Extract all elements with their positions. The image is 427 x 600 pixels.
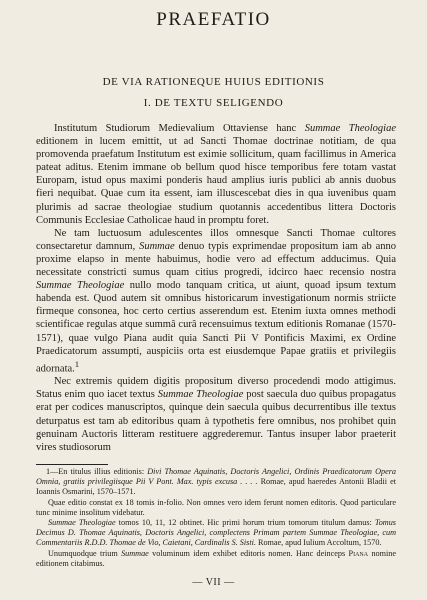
page-number: — VII — [192, 577, 235, 588]
text-run: Romae, apud haeredes Antonii Bladii et Ioannis Osmarini, 1570–1571. [36, 477, 397, 497]
italic-title: Summae Theologiae [157, 389, 244, 401]
italic-title: Summae [139, 240, 175, 252]
text-run: post saecula duo quibus propagatus erat per codices manuscriptos, quinque dein saecula quibus decurrentibus ille textus deturpatus est tam ab editoribus quam à typothetis fere omnibus, nos prohibet quin genuinam Auctoris litteram restituere aggrederemur. Tantus insuper labor praeterit vires studiosorum [36, 389, 396, 453]
section-heading: DE VIA RATIONEQUE HUIUS EDITIONIS [102, 76, 325, 88]
paragraph-3 [36, 375, 396, 454]
text-run: Nec extremis quidem digitis propositum diverso procedendi modo attigimus. Status enim quo iacet textus [36, 376, 396, 401]
text-run: voluminum idem exhibet editoris nomen. Hanc deinceps [148, 548, 349, 558]
text-run: tomos 10, 11, 12 obtinet. Hic primi horum trium tomorum titulum damus: [115, 518, 375, 528]
italic-title: Summae [121, 548, 149, 558]
italic-title: Divi Thomae Aquinatis, Doctoris Angelici, Ordinis Praedicatorum Opera Omnia, gratiis privilegiisque Pii V Pont. Max. typis excusa . . . . [36, 467, 396, 487]
text-run: Unumquodque trium [48, 548, 122, 558]
italic-title: Summae Theologiae [304, 123, 397, 134]
text-run: Romae, apud Iulium Accoltum, 1570. [255, 538, 382, 548]
italic-title: Summae Theologiae [36, 280, 125, 292]
page-title: PRAEFATIO [156, 9, 271, 30]
subsection-heading: I. DE TEXTU SELIGENDO [143, 97, 284, 109]
text-run: 1—En titulus illius editionis: [46, 467, 148, 476]
text-run: Institutum Studiorum Medievalium Ottaviense hanc [54, 123, 305, 134]
text-run: nullo modo tanquam critica, ut aiunt, quoad ipsum textum habenda est. Quod autem sit omnibus historicarum investigationum normis striicte firmeque consonea, hoc certo certius asserendum est. Etenim iuxta omnes methodi scientificae regulas atque summâ curâ recensuimus textum editionis Romanae (1570-1571), quae vulgo Piana audit quia Sancti Pii V Pontificis Maximi, ex Ordine Praedicatorum assumpti, auspiciis orta est eiusdemque Papae gratiis et privilegiis adornata. [36, 280, 396, 375]
footnotes [36, 467, 396, 569]
italic-title: Tomus Decimus D. Thomae Aquinatis, Doctoris Angelici, complectens Primam partem Summae Theologiae, cum Commentariis R.D.D. Thomae de Vio, Caietani, Cardinalis S. Sisti. [36, 518, 396, 548]
footnote-marker[interactable]: 1 [74, 358, 80, 369]
text-run: denuo typis exprimendae propositum iam ab anno proxime elapso in mente habuimus, hodie vero ad effectum adducimus. Quia necessitate constricti sumus quam citius progredi, idcirco haec recensio nostra [36, 240, 396, 279]
footnote-1 [36, 467, 396, 498]
text-run: nomine editionem citabimus. [36, 548, 397, 568]
footnote-4 [36, 549, 396, 569]
text-run: Ne tam luctuosum adulescentes illos omnesque Sancti Thomae cultores consectaretur damnum, [36, 227, 396, 252]
small-caps-name: Piana [348, 548, 369, 558]
footnote-divider [36, 464, 108, 465]
footnote-2: Quae editio constat ex 18 tomis in-folio. Non omnes vero idem ferunt nomen editoris. Quod particulare tunc minime insolitum videbatur. [36, 497, 396, 517]
body-text [36, 122, 396, 454]
italic-title: Summae Theologiae [48, 518, 116, 528]
footnote-3 [36, 518, 396, 549]
text-run: editionem in lucem emittit, ut ad Sancti Thomae doctrinae notitiam, de qua promovenda praefatum Institutum est eximie sollicitum, quam facillimus in America pateat aditus. Etenim immane ob bellum quod hisce temporibus fere totam vastat Europam, istud opus maximi ponderis haud amplius iuris publici ab annis duobus fieri nequibat. Quae cum ita essent, iam illuscescebat dies in qua iuvenibus quam plurimis ad sacrae theologiae studium quotannis accedentibus littera Doctoris Communis Ecclesiae Catholicae haud in promptu foret. [36, 136, 396, 226]
paragraph-1 [36, 122, 396, 227]
paragraph-2 [36, 227, 396, 376]
